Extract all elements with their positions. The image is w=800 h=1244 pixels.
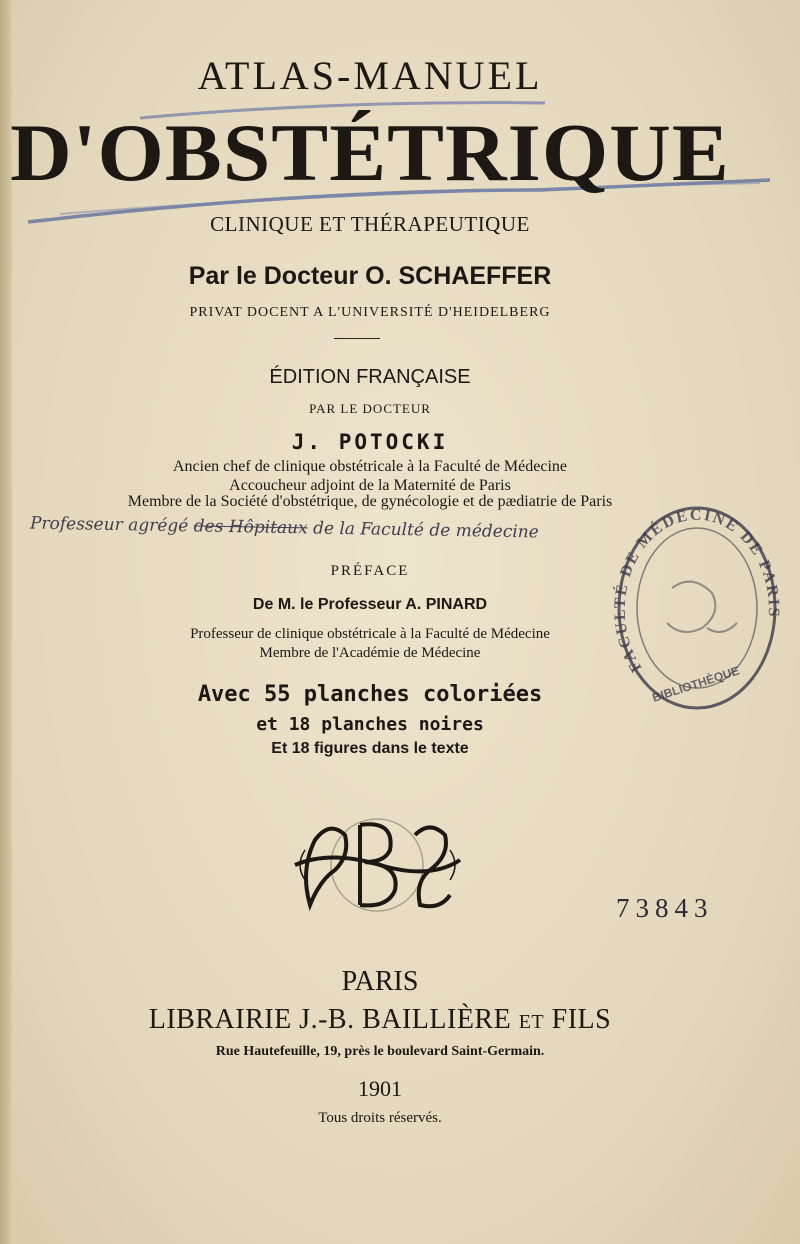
publisher-city: PARIS bbox=[341, 966, 419, 997]
preface-label: PRÉFACE bbox=[330, 563, 410, 579]
publisher-name-b: FILS bbox=[544, 1004, 612, 1035]
publisher-name-et: ET bbox=[518, 1011, 545, 1033]
handwritten-part-1: Professeur agrégé bbox=[29, 513, 189, 537]
plates-line-3: Et 18 figures dans le texte bbox=[271, 740, 469, 757]
publication-year: 1901 bbox=[358, 1076, 402, 1101]
main-title: D'OBSTÉTRIQUE bbox=[10, 107, 730, 198]
translator-credit-1: Ancien chef de clinique obstétricale à la Faculté de Médecine bbox=[172, 458, 568, 475]
library-stamp bbox=[612, 498, 782, 718]
rights-notice: Tous droits réservés. bbox=[318, 1110, 442, 1126]
subtitle: CLINIQUE ET THÉRAPEUTIQUE bbox=[210, 212, 530, 236]
translator-name: J. POTOCKI bbox=[291, 430, 449, 454]
translator-credit-2: Accoucheur adjoint de la Maternité de Paris bbox=[229, 477, 511, 494]
author-position: PRIVAT DOCENT A L'UNIVERSITÉ D'HEIDELBERG bbox=[189, 305, 551, 320]
stamp-text: FACULTÉ DE MÉDECINE DE PARIS bbox=[612, 506, 782, 675]
plates-line-2: et 18 planches noires bbox=[256, 714, 484, 735]
publisher-name-a: LIBRAIRIE J.-B. BAILLIÈRE bbox=[148, 1004, 519, 1035]
author-line: Par le Docteur O. SCHAEFFER bbox=[188, 262, 552, 290]
handwritten-struck: des Hôpitaux bbox=[193, 516, 308, 539]
translator-credit-3: Membre de la Société d'obstétrique, de gynécologie et de pædiatrie de Paris bbox=[127, 493, 613, 510]
plates-line-1: Avec 55 planches coloriées bbox=[197, 682, 543, 707]
preface-credit-2: Membre de l'Académie de Médecine bbox=[259, 645, 481, 661]
preface-credit-1: Professeur de clinique obstétricale à la Faculté de Médecine bbox=[190, 626, 550, 642]
publisher-address: Rue Hautefeuille, 19, près le boulevard Saint-Germain. bbox=[215, 1044, 545, 1059]
handwritten-part-2: de la Faculté de médecine bbox=[312, 518, 539, 543]
edition-by: PAR LE DOCTEUR bbox=[309, 401, 431, 416]
handwritten-annotation bbox=[30, 514, 539, 543]
publisher-monogram bbox=[290, 810, 465, 920]
publisher-name bbox=[0, 1004, 780, 1036]
title-line-1: ATLAS-MANUEL bbox=[197, 53, 543, 98]
edition-label: ÉDITION FRANÇAISE bbox=[269, 366, 471, 388]
preface-by: De M. le Professeur A. PINARD bbox=[252, 596, 488, 613]
stamp-bottom-text: BIBLIOTHÈQUE bbox=[650, 663, 742, 705]
inventory-number: 73843 bbox=[616, 893, 714, 923]
divider-rule bbox=[334, 338, 380, 339]
